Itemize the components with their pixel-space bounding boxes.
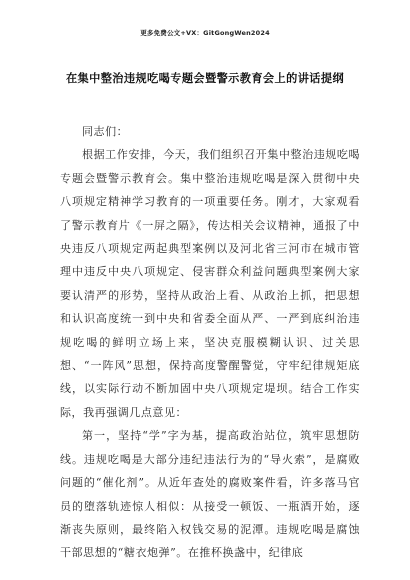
header-note: 更多免费公文+VX：GitGongWen2024 [140,29,270,37]
paragraph-2: 第一，坚持“学”字为基，提高政治站位，筑牢思想防线。违规吃喝是大部分违纪违法行为的“导火索”，是腐败问题的“催化剂”。从近年查处的腐败案件看，许多落马官员的堕落轨迹惊人相似：从接受一顿饭、一瓶酒开始，逐渐丧失原则，最终陷入权钱交易的泥潭。违规吃喝是腐蚀干部思想的“糖衣炮弹”。在推杯换盏中，纪律底 [60,429,360,560]
paragraph-1: 根据工作安排，今天，我们组织召开集中整治违规吃喝专题会暨警示教育会。集中整治违规吃喝是深入贯彻中央八项规定精神学习教育的一项重要任务。刚才，大家观看了警示教育片《一屏之隔》，传达相关会议精神，通报了中央违反八项规定两起典型案例以及河北省三河市在城市管理中违反中央八项规定、侵害群众利益问题典型案例大家要认清严的形势，坚持从政治上看、从政治上抓，把思想和认识高度统一到中央和省委全面从严、一严到底纠治违规吃喝的鲜明立场上来，坚决克服模糊认识、过关思想、“一阵风”思想，保持高度警醒警觉，守牢纪律规矩底线，以实际行动不断加固中央八项规定堤坝。结合工作实际，我再强调几点意见： [60,148,360,419]
salutation: 同志们： [82,125,129,138]
document-title: 在集中整治违规吃喝专题会暨警示教育会上的讲话提纲 [65,72,345,85]
document-body [60,120,360,565]
